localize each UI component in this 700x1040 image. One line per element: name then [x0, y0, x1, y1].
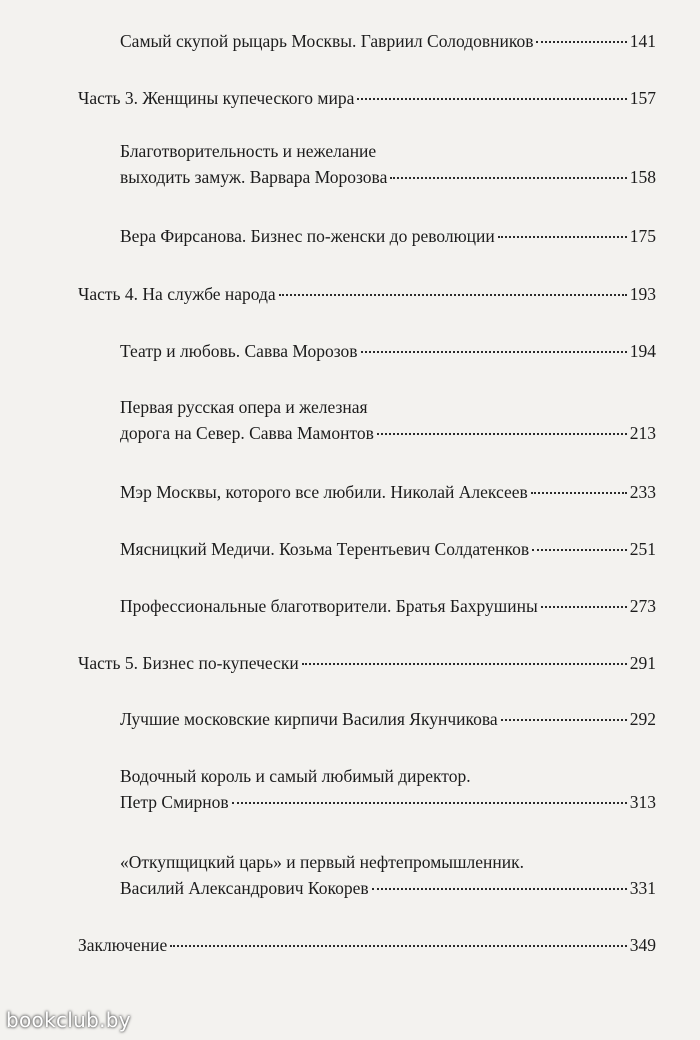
toc-page-number: 194	[629, 341, 656, 361]
toc-entry	[120, 479, 656, 505]
dot-leader	[361, 351, 627, 353]
site-watermark: bookclub.by	[6, 1008, 131, 1032]
toc-page-number: 313	[629, 792, 656, 812]
toc-page-number: 157	[629, 88, 656, 108]
dot-leader	[232, 802, 627, 804]
toc-page-number: 331	[629, 878, 656, 898]
toc-entry-title-line: Первая русская опера и железная	[120, 397, 368, 417]
toc-entry-title: выходить замуж. Варвара Морозова	[120, 167, 388, 187]
toc-page-number: 141	[629, 31, 656, 51]
toc-entry-title: Василий Александрович Кокорев	[120, 878, 369, 898]
toc-page-number: 292	[629, 709, 656, 729]
toc-entry-title: Часть 5. Бизнес по-купечески	[78, 653, 299, 673]
toc-entry-title-line: Водочный король и самый любимый директор.	[120, 766, 471, 786]
toc-page-number: 251	[629, 539, 656, 559]
dot-leader	[279, 294, 627, 296]
toc-entry	[120, 593, 656, 619]
toc-entry-title: дорога на Север. Савва Мамонтов	[120, 423, 374, 443]
dot-leader	[532, 549, 627, 551]
toc-entry	[78, 932, 656, 958]
toc-entry-title: Профессиональные благотворители. Братья Бахрушины	[120, 596, 538, 616]
toc-entry-title-line: «Откупщицкий царь» и первый нефтепромышленник.	[120, 852, 525, 872]
dot-leader	[536, 41, 626, 43]
toc-entry-title: Лучшие московские кирпичи Василия Якунчикова	[120, 709, 498, 729]
toc-entry	[120, 763, 656, 815]
toc-entry-title: Часть 3. Женщины купеческого мира	[78, 88, 355, 108]
dot-leader	[357, 98, 626, 100]
toc-page-number: 291	[629, 653, 656, 673]
toc-entry	[78, 650, 656, 676]
toc-page-number: 213	[629, 423, 656, 443]
toc-entry	[120, 536, 656, 562]
toc-entry	[78, 85, 656, 111]
toc-page-number: 158	[629, 167, 656, 187]
dot-leader	[372, 888, 627, 890]
toc-page-number: 175	[629, 226, 656, 246]
toc-entry-title: Петр Смирнов	[120, 792, 229, 812]
toc-entry	[120, 223, 656, 249]
dot-leader	[498, 236, 627, 238]
toc-entry	[120, 28, 656, 54]
dot-leader	[377, 433, 627, 435]
toc-entry	[120, 138, 656, 190]
toc-entry	[120, 394, 656, 446]
toc-entry	[78, 281, 656, 307]
toc-entry-title: Мэр Москвы, которого все любили. Николай Алексеев	[120, 482, 528, 502]
dot-leader	[390, 177, 626, 179]
toc-entry-title-line: Благотворительность и нежелание	[120, 141, 377, 161]
toc-page-number: 233	[629, 482, 656, 502]
toc-entry-title: Самый скупой рыцарь Москвы. Гавриил Солодовников	[120, 31, 534, 51]
toc-page-number: 273	[629, 596, 656, 616]
toc-entry-title: Мясницкий Медичи. Козьма Терентьевич Солдатенков	[120, 539, 530, 559]
toc-page-number: 193	[629, 284, 656, 304]
toc-entry-title: Заключение	[78, 935, 168, 955]
toc-entry-title: Часть 4. На службе народа	[78, 284, 276, 304]
toc-page-number: 349	[629, 935, 656, 955]
toc-entry-title: Вера Фирсанова. Бизнес по-женски до революции	[120, 226, 495, 246]
dot-leader	[302, 663, 627, 665]
toc-entry	[120, 706, 656, 732]
dot-leader	[541, 606, 627, 608]
dot-leader	[501, 719, 627, 721]
dot-leader	[170, 945, 627, 947]
dot-leader	[531, 492, 627, 494]
toc-entry	[120, 338, 656, 364]
toc-entry	[120, 849, 656, 901]
toc-entry-title: Театр и любовь. Савва Морозов	[120, 341, 358, 361]
